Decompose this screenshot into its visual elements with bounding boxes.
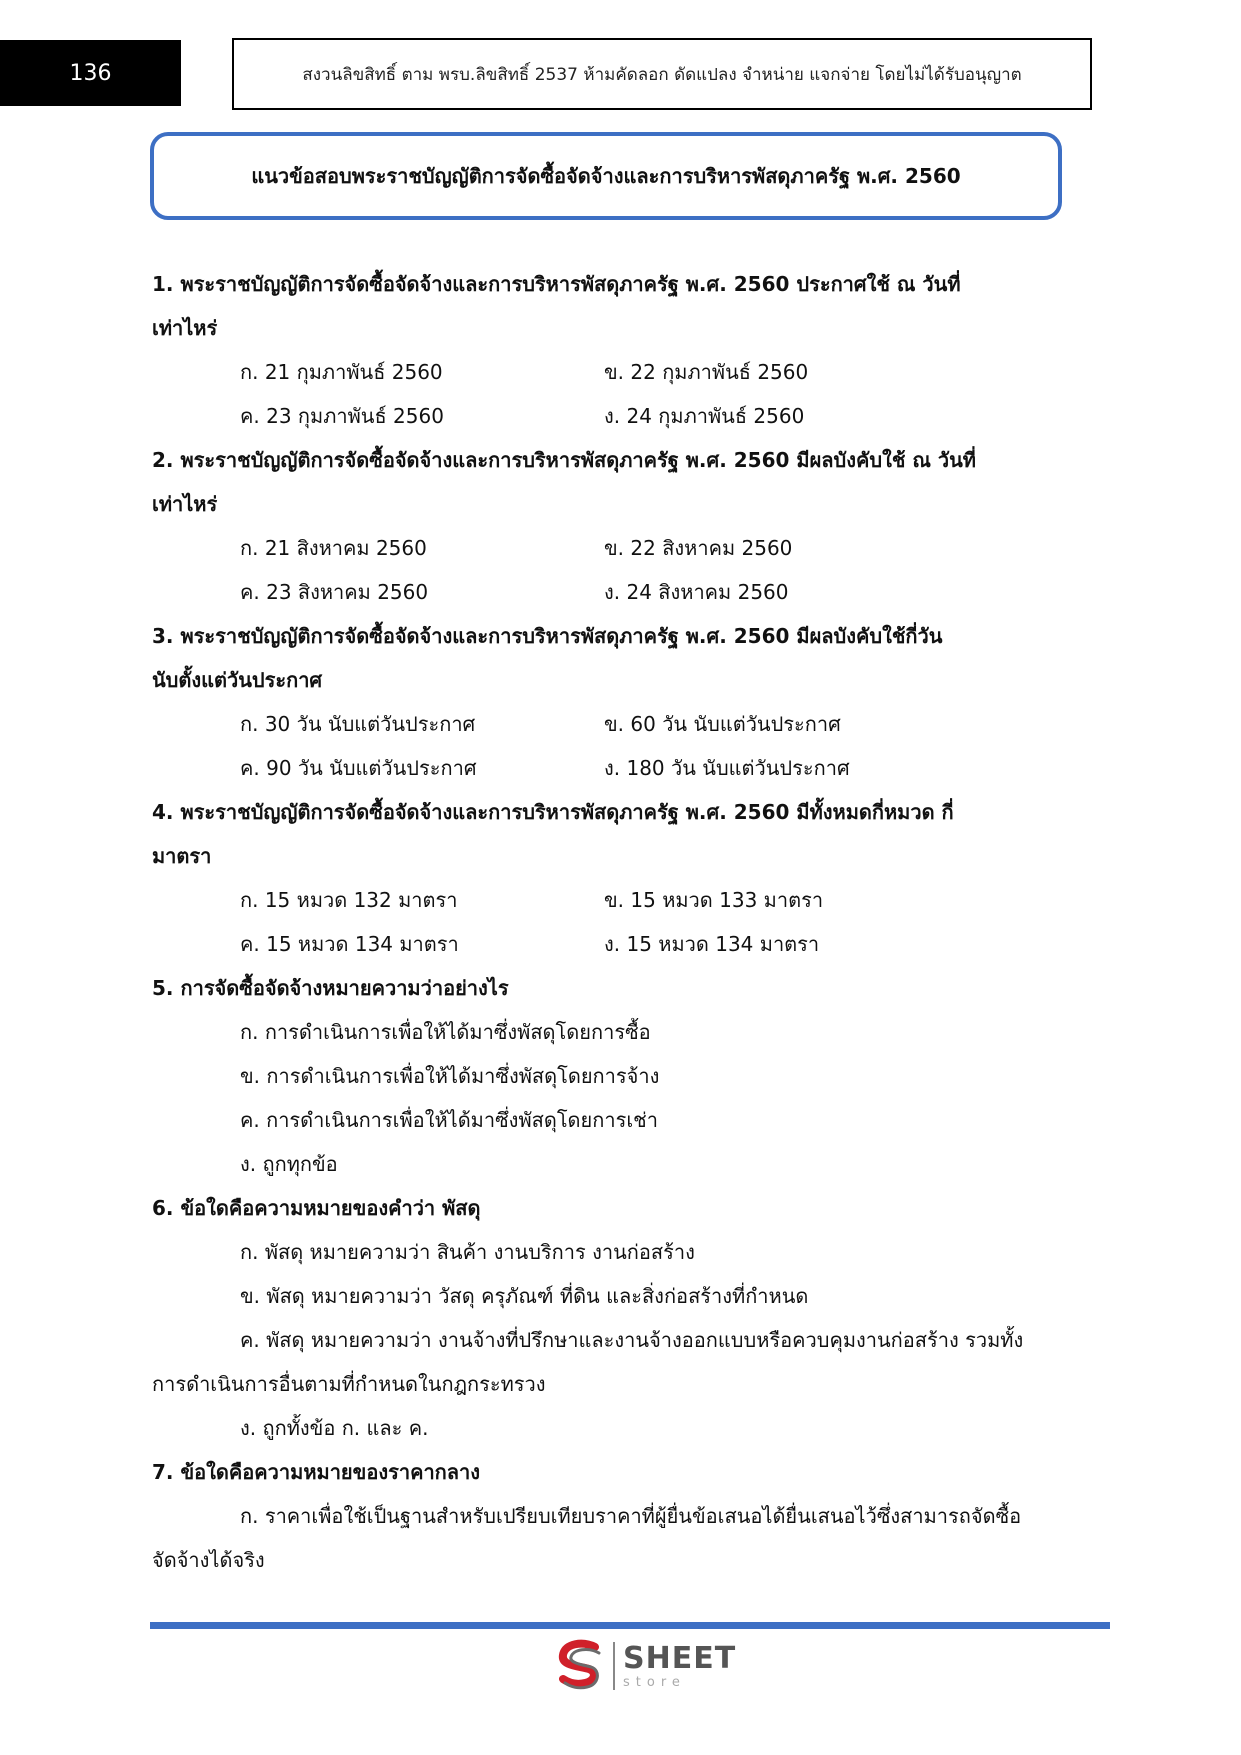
sheet-s-logo-icon [555,1639,607,1693]
question-3-options-row [152,702,1062,746]
question-2-options-row [152,526,1062,570]
option-d: ง. 180 วัน นับแต่วันประกาศ [604,756,850,780]
question-2-text: 2. พระราชบัญญัติการจัดซื้อจัดจ้างและการบริหารพัสดุภาครัฐ พ.ศ. 2560 มีผลบังคับใช้ ณ วันที่ [152,448,976,472]
option-c: ค. การดำเนินการเพื่อให้ได้มาซึ่งพัสดุโดยการเช่า [240,1108,658,1132]
document-title: แนวข้อสอบพระราชบัญญัติการจัดซื้อจัดจ้างและการบริหารพัสดุภาครัฐ พ.ศ. 2560 [251,164,961,188]
option-b: ข. 22 สิงหาคม 2560 [604,536,793,560]
option-c: ค. พัสดุ หมายความว่า งานจ้างที่ปรึกษาและงานจ้างออกแบบหรือควบคุมงานก่อสร้าง รวมทั้ง [240,1328,1024,1352]
copyright-notice: สงวนลิขสิทธิ์ ตาม พรบ.ลิขสิทธิ์ 2537 ห้ามคัดลอก ดัดแปลง จำหน่าย แจกจ่าย โดยไม่ได้รับอนุญาต [232,38,1092,110]
option-a: ก. 15 หมวด 132 มาตรา [240,888,458,912]
option-a: ก. 21 กุมภาพันธ์ 2560 [240,360,443,384]
option-b: ข. การดำเนินการเพื่อให้ได้มาซึ่งพัสดุโดยการจ้าง [240,1064,660,1088]
option-c: ค. 15 หมวด 134 มาตรา [240,932,459,956]
question-3-text: 3. พระราชบัญญัติการจัดซื้อจัดจ้างและการบริหารพัสดุภาครัฐ พ.ศ. 2560 มีผลบังคับใช้กี่วัน [152,624,943,648]
option-b: ข. 15 หมวด 133 มาตรา [604,888,824,912]
question-1-options-row [152,350,1062,394]
option-a: ก. การดำเนินการเพื่อให้ได้มาซึ่งพัสดุโดยการซื้อ [240,1020,651,1044]
option-a-cont: จัดจ้างได้จริง [152,1548,265,1572]
logo-main-text: SHEET [623,1640,737,1676]
option-c: ค. 23 กุมภาพันธ์ 2560 [240,404,444,428]
page-number: 136 [0,40,181,106]
question-6-text: 6. ข้อใดคือความหมายของคำว่า พัสดุ [152,1196,481,1220]
option-a: ก. พัสดุ หมายความว่า สินค้า งานบริการ งานก่อสร้าง [240,1240,695,1264]
option-d: ง. 15 หมวด 134 มาตรา [604,932,820,956]
question-3-text-cont: นับตั้งแต่วันประกาศ [152,668,323,692]
sheet-store-logo [555,1638,736,1694]
option-d: ง. 24 สิงหาคม 2560 [604,580,789,604]
question-1-options-row [152,394,1062,438]
option-c: ค. 23 สิงหาคม 2560 [240,580,429,604]
option-b: ข. 22 กุมภาพันธ์ 2560 [604,360,809,384]
question-1-text-cont: เท่าไหร่ [152,316,218,340]
option-d: ง. ถูกทุกข้อ [240,1152,338,1176]
logo-separator [613,1642,615,1690]
question-list [152,262,1062,1582]
logo-sub-text: store [623,1674,686,1690]
footer-divider [150,1622,1110,1629]
option-d: ง. ถูกทั้งข้อ ก. และ ค. [240,1416,429,1440]
logo-text [623,1640,737,1690]
question-3-options-row [152,746,1062,790]
option-b: ข. 60 วัน นับแต่วันประกาศ [604,712,841,736]
option-a: ก. ราคาเพื่อใช้เป็นฐานสำหรับเปรียบเทียบราคาที่ผู้ยื่นข้อเสนอได้ยื่นเสนอไว้ซึ่งสามารถจัดซื้อ [240,1504,1022,1528]
question-4-options-row [152,922,1062,966]
option-d: ง. 24 กุมภาพันธ์ 2560 [604,404,805,428]
question-2-text-cont: เท่าไหร่ [152,492,218,516]
option-a: ก. 30 วัน นับแต่วันประกาศ [240,712,476,736]
question-1-text: 1. พระราชบัญญัติการจัดซื้อจัดจ้างและการบริหารพัสดุภาครัฐ พ.ศ. 2560 ประกาศใช้ ณ วันที่ [152,272,961,296]
question-4-options-row [152,878,1062,922]
option-b: ข. พัสดุ หมายความว่า วัสดุ ครุภัณฑ์ ที่ดิน และสิ่งก่อสร้างที่กำหนด [240,1284,809,1308]
question-2-options-row [152,570,1062,614]
question-5-text: 5. การจัดซื้อจัดจ้างหมายความว่าอย่างไร [152,976,509,1000]
option-c-cont: การดำเนินการอื่นตามที่กำหนดในกฎกระทรวง [152,1372,546,1396]
document-title-box [150,132,1062,220]
question-4-text: 4. พระราชบัญญัติการจัดซื้อจัดจ้างและการบริหารพัสดุภาครัฐ พ.ศ. 2560 มีทั้งหมดกี่หมวด กี่ [152,800,954,824]
question-4-text-cont: มาตรา [152,844,212,868]
option-c: ค. 90 วัน นับแต่วันประกาศ [240,756,477,780]
option-a: ก. 21 สิงหาคม 2560 [240,536,427,560]
question-7-text: 7. ข้อใดคือความหมายของราคากลาง [152,1460,481,1484]
